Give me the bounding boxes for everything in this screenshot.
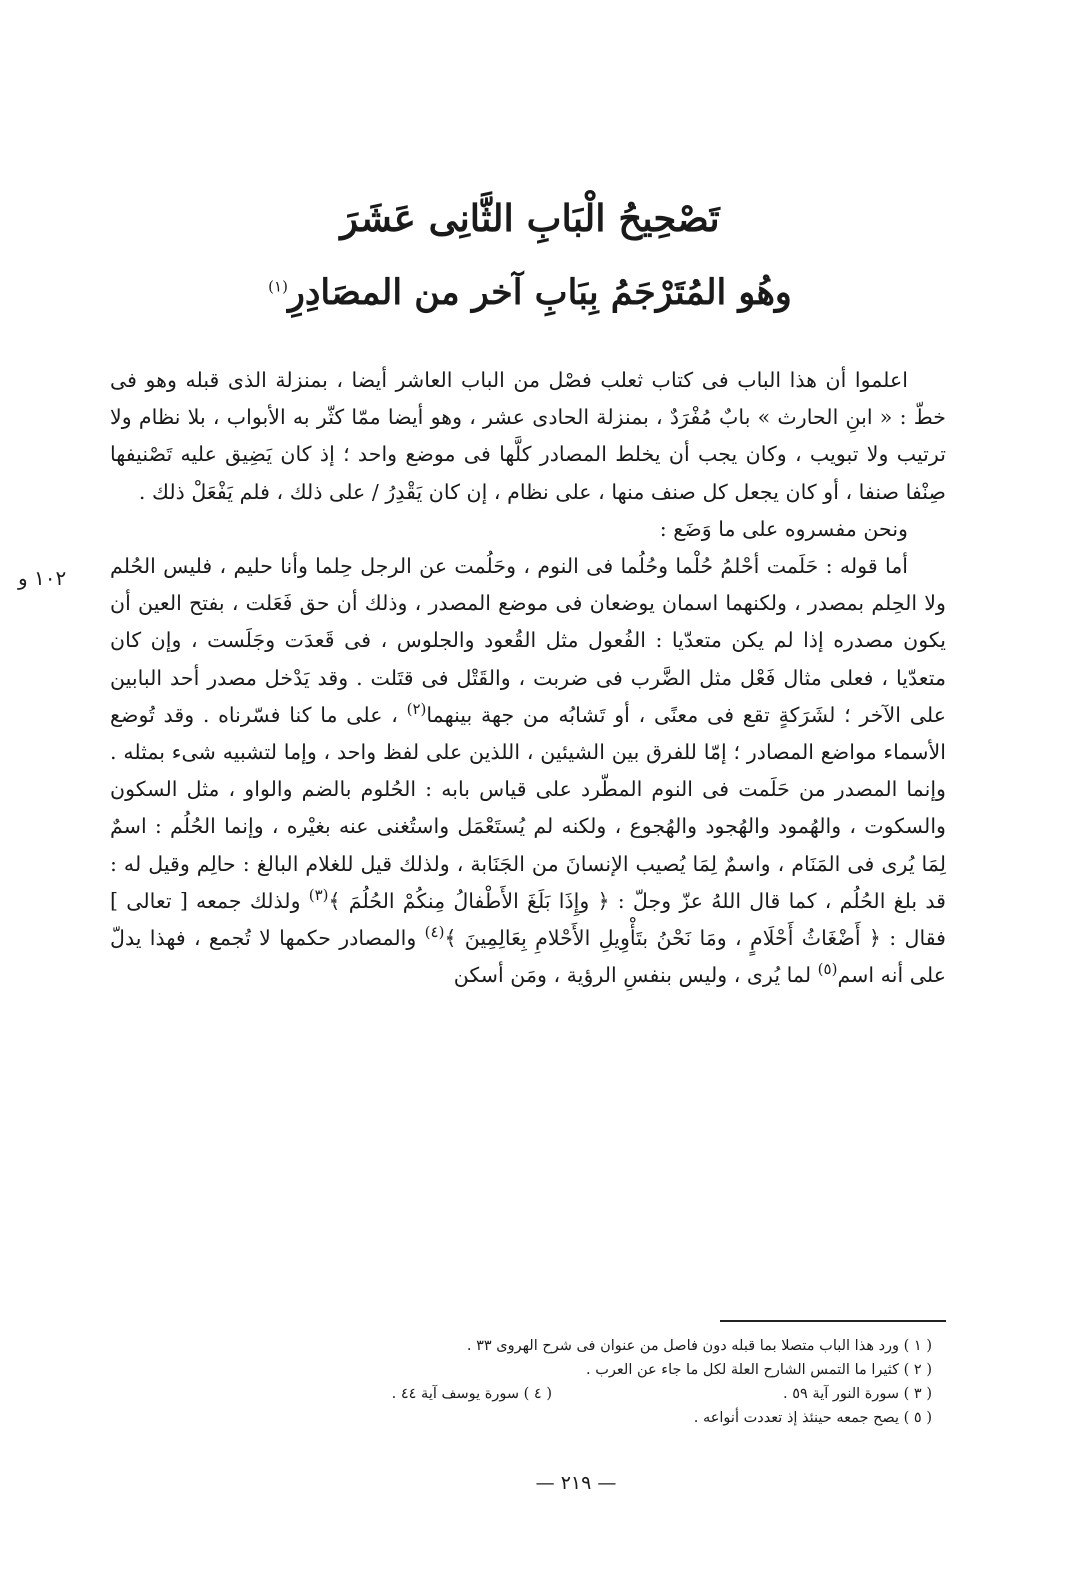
paragraph-1: اعلموا أن هذا الباب فى كتاب ثعلب فصْل من الباب العاشر أيضا ، بمنزلة الذى قبله وهو فى خطّ : « ابنِ الحارث » بابٌ مُفْرَدٌ ، بمنزلة الحادى عشر ، وهو أيضا ممّا كثّر به الأبواب ، بلا نظام ولا ترتيب ولا تبويب ، وكان يجب أن يخلط المصادر كلَّها فى موضع واحد ؛ إذ كان يَضِيق عليه تَصْنيفها صِنْفا صنفا ، أو كان يجعل كل صنف منها ، على نظام ، إن كان يَقْدِرُ / على ذلك ، فلم يَفْعَلْ ذلك . (110, 368, 946, 504)
chapter-title: تَصْحِيحُ الْبَابِ الثَّانِى عَشَرَ (340, 196, 720, 240)
chapter-heading (110, 192, 950, 318)
footnote-ref-5: (٥) (817, 960, 838, 979)
margin-folio-note: ١٠٢ و (18, 566, 67, 590)
footnote-5: ( ٥ ) يصح جمعه حينئذ إذ تعددت أنواعه . (693, 1410, 932, 1426)
chapter-subtitle (110, 268, 950, 318)
paragraph-3 (110, 548, 946, 994)
page-number: — ٢١٩ — (535, 1472, 617, 1494)
footnote-ref-4: (٤) (424, 923, 445, 942)
paragraph-2: ونحن مفسروه على ما وَضَع : (659, 516, 908, 541)
paragraph-3-part-b: ، على ما كنا فسّرناه . وقد تُوضع الأسماء مواضع المصادر ؛ إمّا للفرق بين الشيئين ، اللذين على لفظ واحد ، وإما لتشبيه شىء بمثله . وإنما المصدر من حَلَمت فى النوم المطّرد على قياس بابه : الحُلوم بالضم والواو ، مثل السكون والسكوت ، والهُمود والهُجود والهُجوع ، ولكنه لم يُستَعْمَل واستُغنى عنه بغيْره ، وإنما الحُلُم : اسمٌ لِمَا يُرى فى المَنَام ، واسمٌ لِمَا يُصيب الإنسانَ من الجَنَابة ، ولذلك قيل للغلام البالغ : حالِم وقيل له : قد بلغ الحُلُم ، كما قال اللهُ عزّ وجلّ : ﴿ وإِذَا بَلَغَ الأَطْفالُ مِنكُمْ الحُلُمَ ﴾ (110, 702, 946, 913)
footnote-ref-2: (٢) (406, 699, 427, 718)
footnote-divider (720, 1320, 946, 1322)
chapter-subtitle-text: وهُو المُتَرْجَمُ بِبَابِ آخر من المصَادِرِ (287, 272, 792, 313)
footnotes (112, 1334, 932, 1430)
paragraph-3-part-a: أما قوله : حَلَمت أحْلمُ حُلْما وحُلُما فى النوم ، وحَلُمت عن الرجل حِلما وأنا حليم ، فليس الحُلم ولا الحِلم بمصدر ، ولكنهما اسمان يوضعان فى موضع المصدر ، وذلك أن حق فَعَلت ، بفتح العين أن يكون مصدره إذا لم يكن متعدّيا : الفُعول مثل القُعود والجلوس ، فى قَعدَت وجَلَست ، وإن كان متعدّيا ، فعلى مثال فَعْل مثل الضَّرب فى ضربت ، والقَتْل فى قتَلت . وقد يَدْخل مصدر أحد البابين على الآخر ؛ لشَرَكةٍ تقع فى معنًى ، أو تَشابُه من جهة بينهما (110, 554, 946, 727)
footnote-row-3-4 (112, 1382, 932, 1406)
footnote-ref-3: (٣) (308, 885, 329, 904)
paragraph-3-part-d: والمصادر حكمها لا تُجمع ، فهذا يدلّ على أنه اسم (110, 926, 946, 988)
footnote-4: ( ٤ ) سورة يوسف آية ٤٤ . (391, 1386, 552, 1402)
footnote-1: ( ١ ) ورد هذا الباب متصلا بما قبله دون فاصل من عنوان فى شرح الهروى ٣٣ . (466, 1338, 932, 1354)
footnote-2: ( ٢ ) كثيرا ما التمس الشارح العلة لكل ما جاء عن العرب . (586, 1362, 932, 1378)
main-text (110, 362, 946, 994)
paragraph-3-part-c: ولذلك جمعه [ تعالى ] فقال : ﴿ أَضْغَاثُ أَحْلَامٍ ، ومَا نَحْنُ بتَأْوِيلِ الأَحْلامِ بِعَالِمِينَ ﴾ (110, 888, 946, 951)
footnote-ref-1: (١) (268, 277, 288, 296)
footnote-3: ( ٣ ) سورة النور آية ٥٩ . (783, 1386, 932, 1402)
paragraph-3-part-e: لما يُرى ، وليس بنفسِ الرؤية ، ومَن أسكن (453, 963, 818, 988)
